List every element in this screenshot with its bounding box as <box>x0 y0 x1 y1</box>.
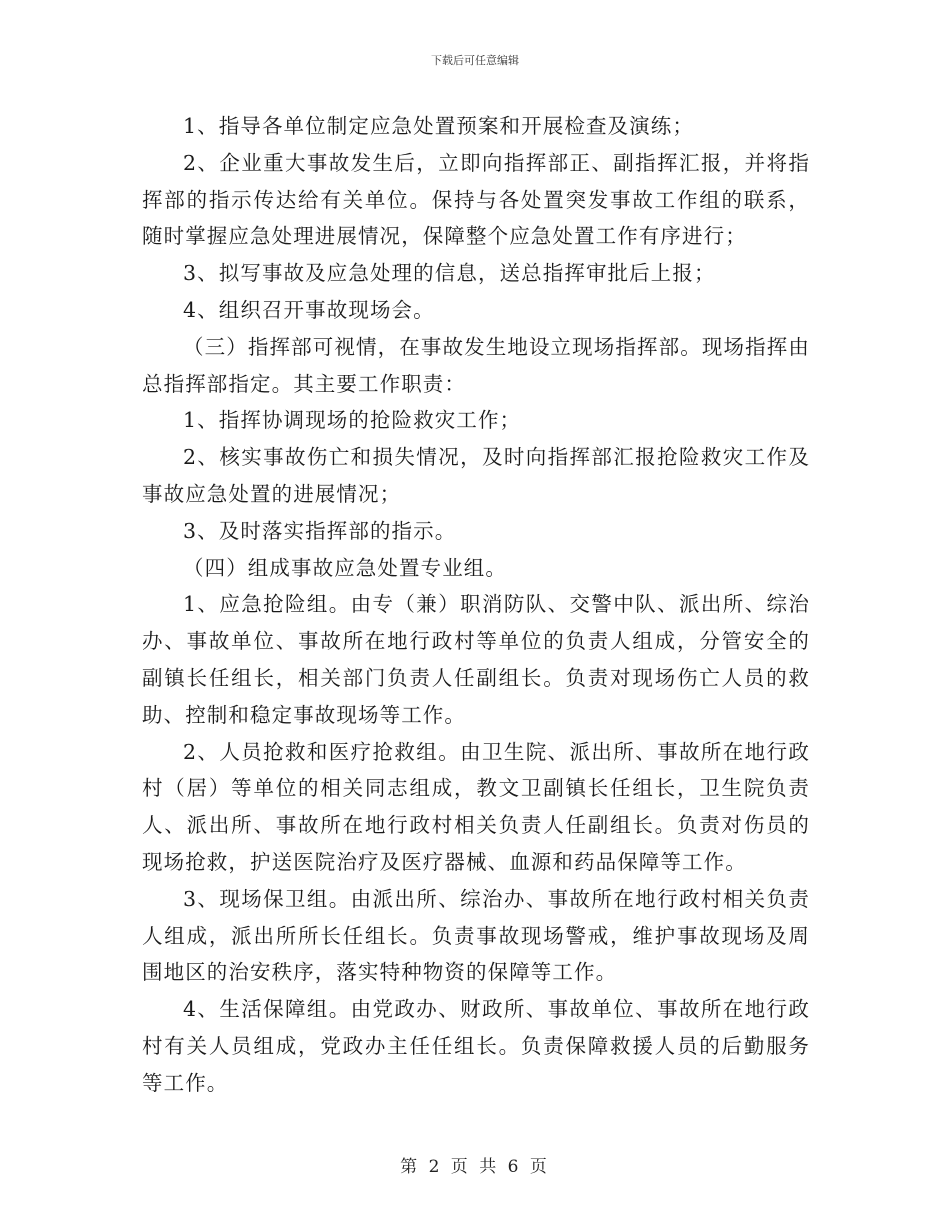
page-header: 下载后可任意编辑 <box>431 54 519 67</box>
paragraph: 1、指挥协调现场的抢险救灾工作； <box>183 408 522 433</box>
paragraph: 1、指导各单位制定应急处置预案和开展检查及演练； <box>183 114 694 138</box>
paragraph: 3、及时落实指挥部的指示。 <box>183 518 457 543</box>
paragraph: 4、组织召开事故现场会。 <box>183 297 435 322</box>
paragraph: 4、生活保障组。由党政办、财政所、事故单位、事故所在地行政村有关人员组成，党政办主任任组长。负责保障救援人员的后勤服务等工作。 <box>142 997 810 1095</box>
section-heading: （三）指挥部可视情，在事故发生地设立现场指挥部。现场指挥由总指挥部指定。其主要工作职责： <box>142 334 810 396</box>
paragraph: 2、核实事故伤亡和损失情况，及时向指挥部汇报抢险救灾工作及事故应急处置的进展情况； <box>142 445 810 506</box>
section-heading: （四）组成事故应急处置专业组。 <box>183 555 507 580</box>
paragraph: 3、现场保卫组。由派出所、综治办、事故所在地行政村相关负责人组成，派出所所长任组长。负责事故现场警戒，维护事故现场及周围地区的治安秩序，落实特种物资的保障等工作。 <box>142 886 810 985</box>
paragraph: 2、人员抢救和医疗抢救组。由卫生院、派出所、事故所在地行政村（居）等单位的相关同志组成，教文卫副镇长任组长，卫生院负责人、派出所、事故所在地行政村相关负责人任副组长。负责对伤员的现场抢救，护送医院治疗及医疗器械、血源和药品保障等工作。 <box>142 739 810 874</box>
page-number-footer: 第 2 页 共 6 页 <box>400 1157 550 1177</box>
paragraph: 1、应急抢险组。由专（兼）职消防队、交警中队、派出所、综治办、事故单位、事故所在地行政村等单位的负责人组成，分管安全的副镇长任组长，相关部门负责人任副组长。负责对现场伤亡人员的救助、控制和稳定事故现场等工作。 <box>142 592 810 727</box>
paragraph: 2、企业重大事故发生后，立即向指挥部正、副指挥汇报，并将指挥部的指示传达给有关单位。保持与各处置突发事故工作组的联系，随时掌握应急处理进展情况，保障整个应急处置工作有序进行； <box>142 150 810 249</box>
document-body <box>142 108 810 1102</box>
paragraph: 3、拟写事故及应急处理的信息，送总指挥审批后上报； <box>183 261 716 286</box>
